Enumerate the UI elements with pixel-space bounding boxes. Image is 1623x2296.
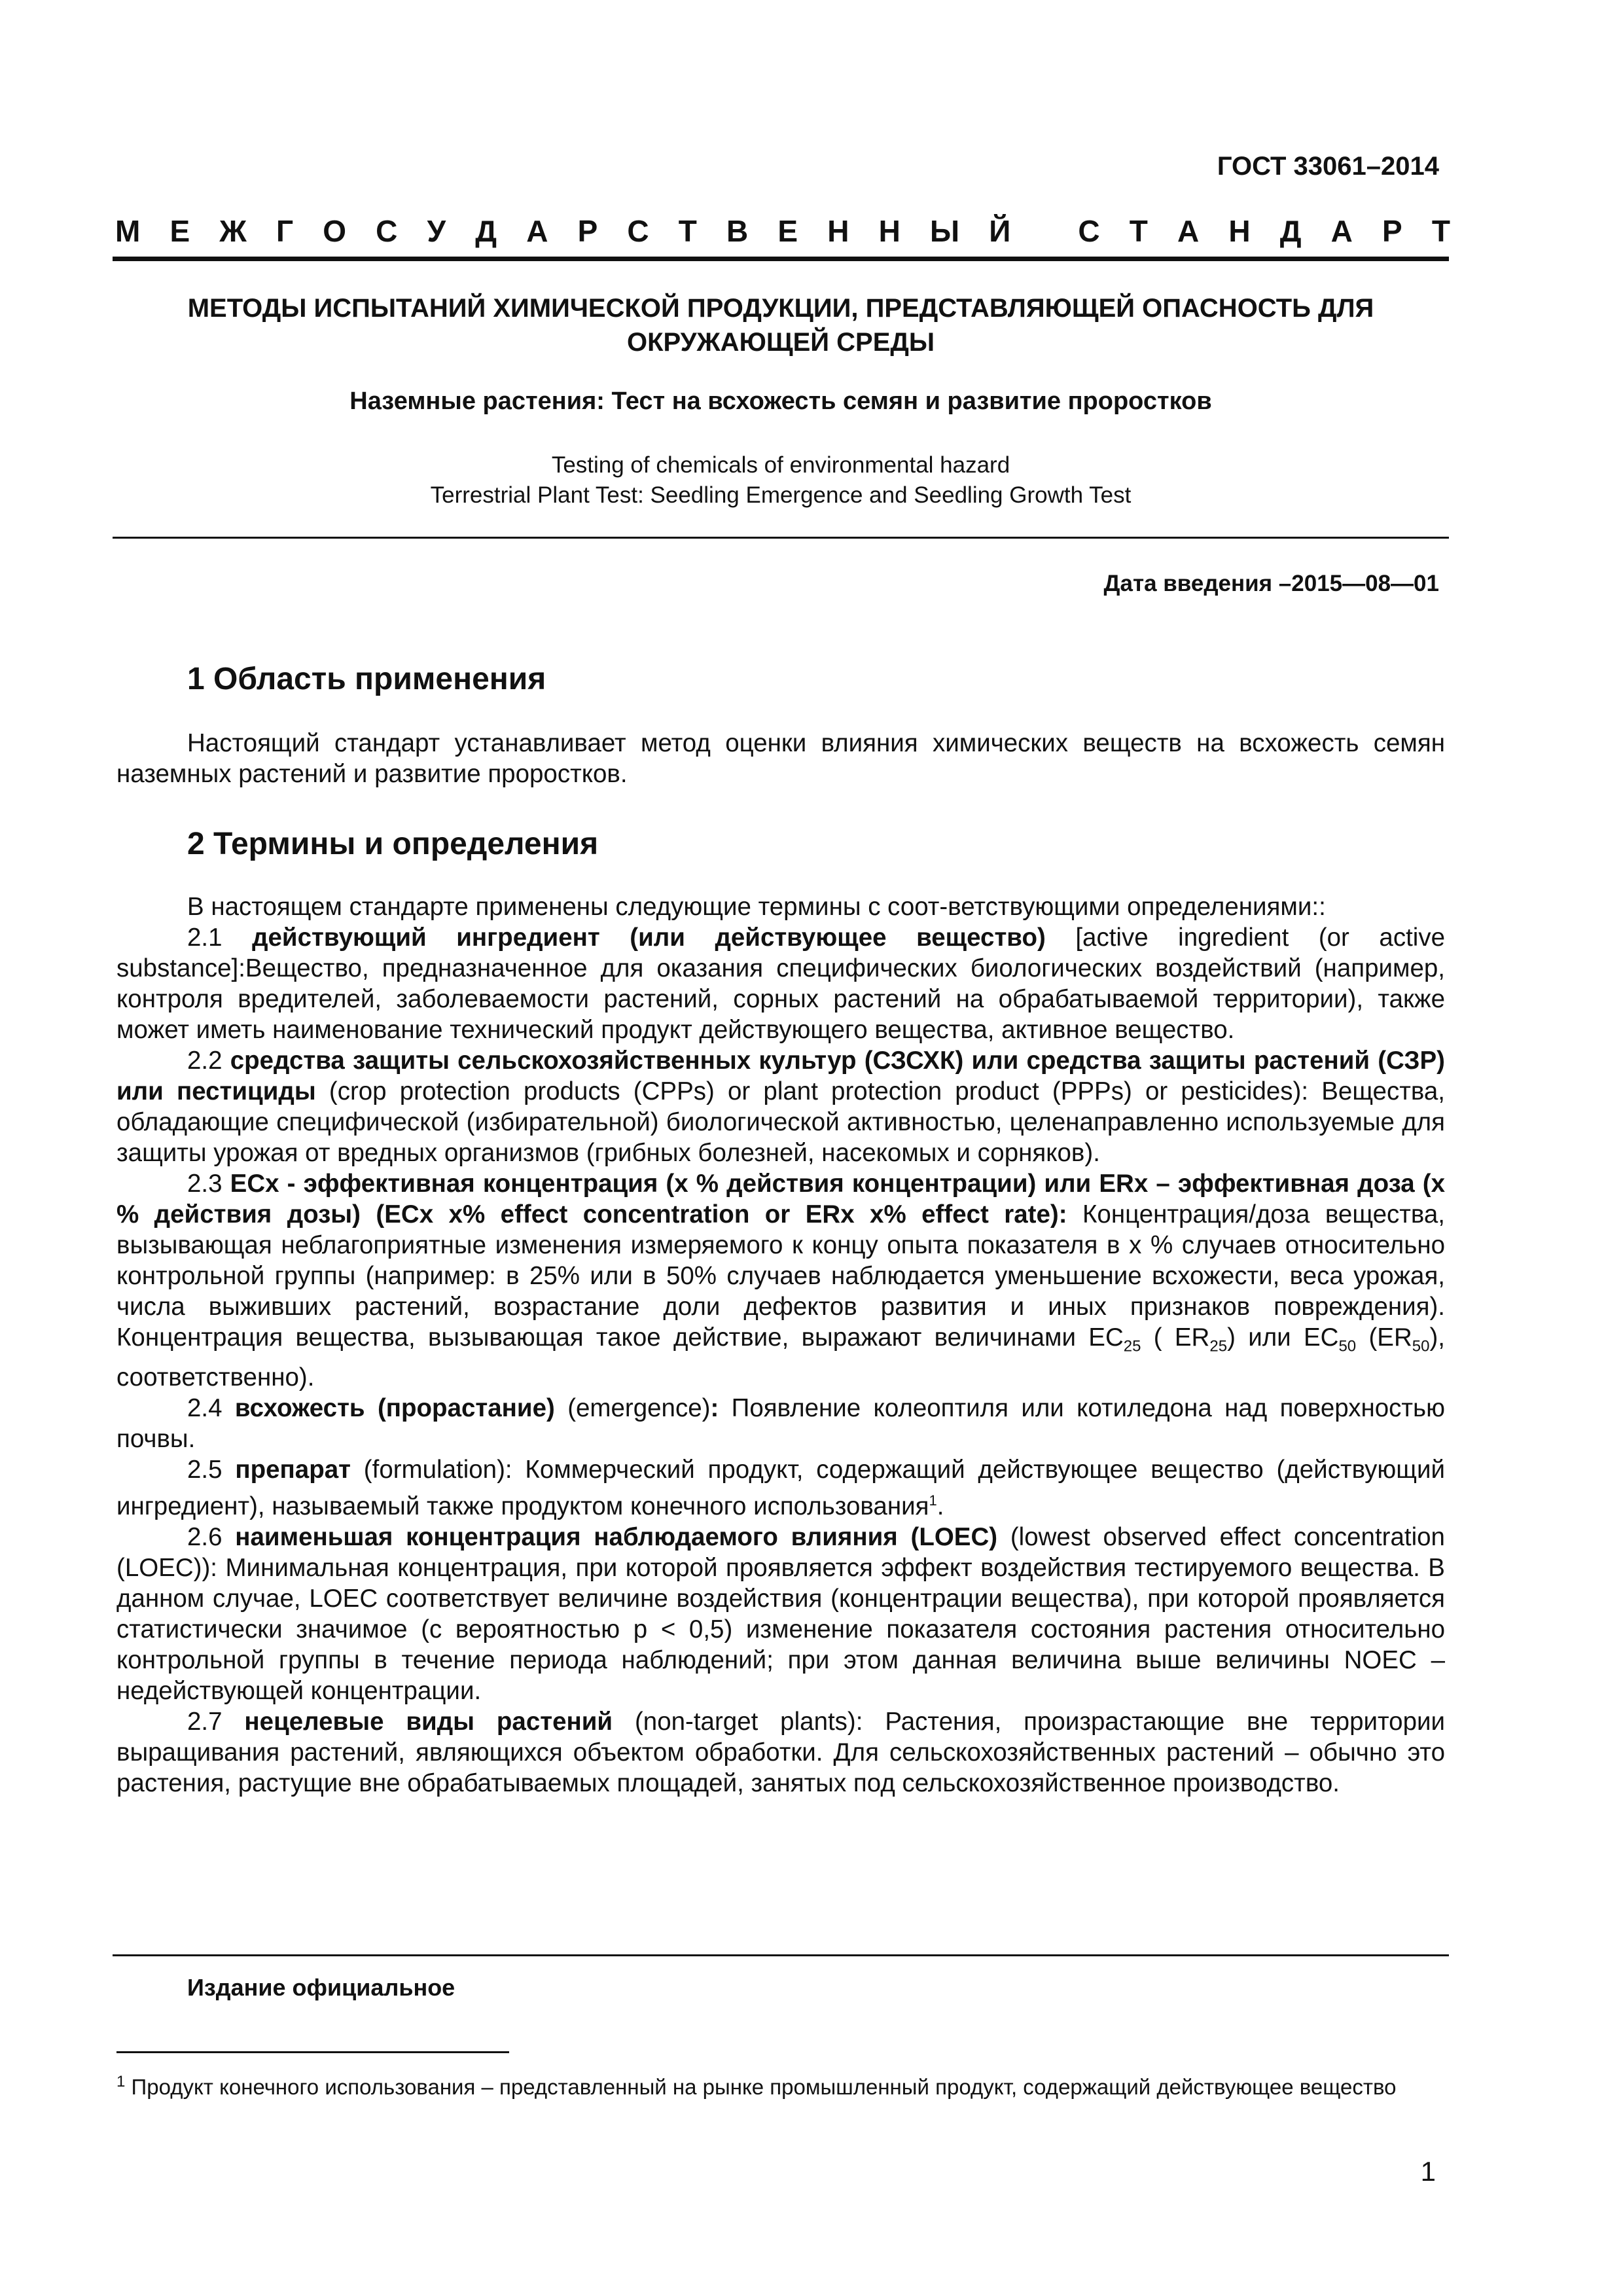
heading-letter: У xyxy=(427,214,446,248)
heading-letter: А xyxy=(526,214,548,248)
heading-letter: Т xyxy=(1431,214,1450,248)
document-subtitle: Наземные растения: Тест на всхожесть семян и развитие проростков xyxy=(349,387,1212,415)
term-definition-part: ( ER xyxy=(1141,1323,1210,1352)
heading-letter: С xyxy=(376,214,398,248)
term-definition: (lowest observed effect concentration (LOEC)): Минимальная концентрация, при которой проявляется эффект воздействия тестируемого вещества. В данном случае, LOEC соответствует величине воздействия (концентрации вещества), при которой проявляется статистически значимое (с вероятностью p < 0,5) изменение показателя состояния растения относительно контрольной группы в течение периода наблюдений; при этом данная величина выше величины NOEC – недействующей концентрации. xyxy=(116,1522,1445,1705)
english-title xyxy=(113,450,1449,511)
term-name: действующий ингредиент (или действующее вещество) xyxy=(252,924,1046,952)
document-code: ГОСТ 33061–2014 xyxy=(1217,152,1439,181)
page-number: 1 xyxy=(1420,2156,1436,2187)
section-1-paragraph: Настоящий стандарт устанавливает метод оценки влияния химических веществ на всхожесть семян наземных растений и развитие проростков. xyxy=(116,729,1445,788)
term-number: 2.3 xyxy=(187,1170,223,1198)
section-2-heading: 2 Термины и определения xyxy=(187,827,599,861)
heading-letter: Т xyxy=(678,214,697,248)
footnote-number: 1 xyxy=(116,2073,126,2090)
english-title-line-1: Testing of chemicals of environmental hazard xyxy=(551,452,1010,478)
heading-letter: А xyxy=(1177,214,1200,248)
term-number: 2.2 xyxy=(187,1047,223,1075)
term-2-3 xyxy=(116,1168,1445,1393)
footnote-rule xyxy=(116,2051,509,2053)
heading-letter: Д xyxy=(1279,214,1302,248)
heading-letter: А xyxy=(1330,214,1353,248)
term-colon: : xyxy=(710,1393,719,1422)
term-definition-part: ), соответственно). xyxy=(116,1323,1445,1391)
subscript-50: 50 xyxy=(1338,1337,1357,1355)
document-title xyxy=(113,291,1449,359)
heading-letter: О xyxy=(323,214,347,248)
heading-letter: Е xyxy=(777,214,798,248)
heading-letter: Н xyxy=(1228,214,1251,248)
subscript-50: 50 xyxy=(1412,1337,1430,1355)
title-line-1: МЕТОДЫ ИСПЫТАНИЙ ХИМИЧЕСКОЙ ПРОДУКЦИИ, ПРЕДСТАВЛЯЮЩЕЙ ОПАСНОСТЬ ДЛЯ xyxy=(187,294,1374,323)
heading-letter: Т xyxy=(1129,214,1148,248)
header-rule xyxy=(113,257,1449,261)
official-edition-label: Издание официальное xyxy=(187,1974,455,2001)
heading-letter: С xyxy=(1078,214,1100,248)
english-title-line-2: Terrestrial Plant Test: Seedling Emergence and Seedling Growth Test xyxy=(430,482,1132,508)
heading-letter: Н xyxy=(878,214,901,248)
term-definition: (formulation): Коммерческий продукт, содержащий действующее вещество (действующий ингредиент), называемый также продуктом конечного использования xyxy=(116,1455,1445,1520)
term-definition-part: (ER xyxy=(1356,1323,1412,1352)
term-definition: Концентрация/доза вещества, вызывающая неблагоприятные изменения измеряемого к концу опыта показателя в x % случаев относительно контрольной группы (например: в 25% или в 50% случаев наблюдается уменьшение всхожести, веса урожая, числа выживших растений, возрастание доли дефектов развития и иных признаков повреждения). Концентрация вещества, вызывающая такое действие, выражают величинами EC xyxy=(116,1200,1445,1352)
term-number: 2.7 xyxy=(187,1707,223,1736)
standard-type-heading xyxy=(115,213,1450,249)
term-definition: Появление колеоптиля или котиледона над поверхностью почвы. xyxy=(116,1393,1445,1453)
heading-letter: Р xyxy=(577,214,598,248)
footer-rule xyxy=(113,1954,1449,1956)
term-definition: [active ingredient (or active substance]:Вещество, предназначенное для оказания специфических биологических воздействий (например, контроля вредителей, заболеваемости растений, сорных растений на обрабатываемой территории), также может иметь наименование технический продукт действующего вещества, активное вещество. xyxy=(116,924,1445,1044)
heading-letter: Д xyxy=(475,214,497,248)
term-name: нецелевые виды растений xyxy=(244,1707,613,1736)
section-1-text xyxy=(116,728,1445,789)
term-name: ECx - эффективная концентрация (x % действия концентрации) или ERx – эффективная доза (x % действия дозы) (ECx x% effect concentration or ERx x% effect rate): xyxy=(116,1170,1445,1229)
footnote-ref[interactable]: 1 xyxy=(929,1492,937,1509)
term-number: 2.6 xyxy=(187,1522,223,1551)
term-2-7 xyxy=(116,1706,1445,1799)
term-name: средства защиты сельскохозяйственных культур (СЗСХК) или средства защиты растений (СЗР) или пестициды xyxy=(116,1047,1445,1105)
term-definition: (non-target plants): Растения, произрастающие вне территории выращивания растений, являющихся объектом обработки. Для сельскохозяйственных растений – обычно это растения, растущие вне обрабатываемых площадей, занятых под сельскохозяйственное производство. xyxy=(116,1707,1446,1797)
footnote-text: Продукт конечного использования – представленный на рынке промышленный продукт, содержащий действующее вещество xyxy=(125,2075,1397,2099)
heading-letter: С xyxy=(627,214,649,248)
title-line-2: ОКРУЖАЮЩЕЙ СРЕДЫ xyxy=(626,328,935,357)
term-definition: (crop protection products (CPPs) or plant protection product (PPPs) or pesticides): Вещества, обладающие специфической (избирательной) биологической активностью, целенаправленно используемые для защиты урожая от вредных организмов (грибных болезней, насекомых и сорняков). xyxy=(116,1077,1445,1167)
subscript-25: 25 xyxy=(1123,1337,1141,1355)
term-number: 2.5 xyxy=(187,1455,223,1484)
term-2-2 xyxy=(116,1045,1445,1168)
heading-letter xyxy=(1040,213,1048,249)
term-2-5 xyxy=(116,1454,1445,1522)
term-name: наименьшая концентрация наблюдаемого влияния (LOEC) xyxy=(235,1522,998,1551)
subscript-25: 25 xyxy=(1209,1337,1228,1355)
heading-letter: Р xyxy=(1382,214,1402,248)
section-2-body xyxy=(116,891,1445,1799)
heading-letter: Й xyxy=(989,214,1011,248)
footnote xyxy=(116,2068,1445,2101)
term-2-4 xyxy=(116,1393,1445,1454)
term-number: 2.1 xyxy=(187,924,223,952)
terms-intro: В настоящем стандарте применены следующие термины с соот-ветствующими определениями:: xyxy=(187,893,1326,921)
term-2-1 xyxy=(116,922,1445,1045)
heading-letter: М xyxy=(115,214,141,248)
term-definition-part: ) или EC xyxy=(1227,1323,1339,1352)
term-number: 2.4 xyxy=(187,1393,223,1422)
term-2-6 xyxy=(116,1522,1445,1706)
heading-letter: Е xyxy=(169,214,190,248)
term-name: препарат xyxy=(235,1455,351,1484)
heading-letter: Г xyxy=(276,214,294,248)
section-1-heading: 1 Область применения xyxy=(187,662,546,696)
term-name: всхожесть (прорастание) xyxy=(234,1393,555,1422)
title-rule xyxy=(113,537,1449,539)
term-end: . xyxy=(936,1492,944,1520)
term-english: (emergence) xyxy=(567,1393,711,1422)
heading-letter: В xyxy=(726,214,749,248)
heading-letter: Ы xyxy=(930,214,960,248)
heading-letter: Н xyxy=(827,214,849,248)
intro-date: Дата введения –2015—08—01 xyxy=(1103,571,1439,596)
heading-letter: Ж xyxy=(219,214,247,248)
